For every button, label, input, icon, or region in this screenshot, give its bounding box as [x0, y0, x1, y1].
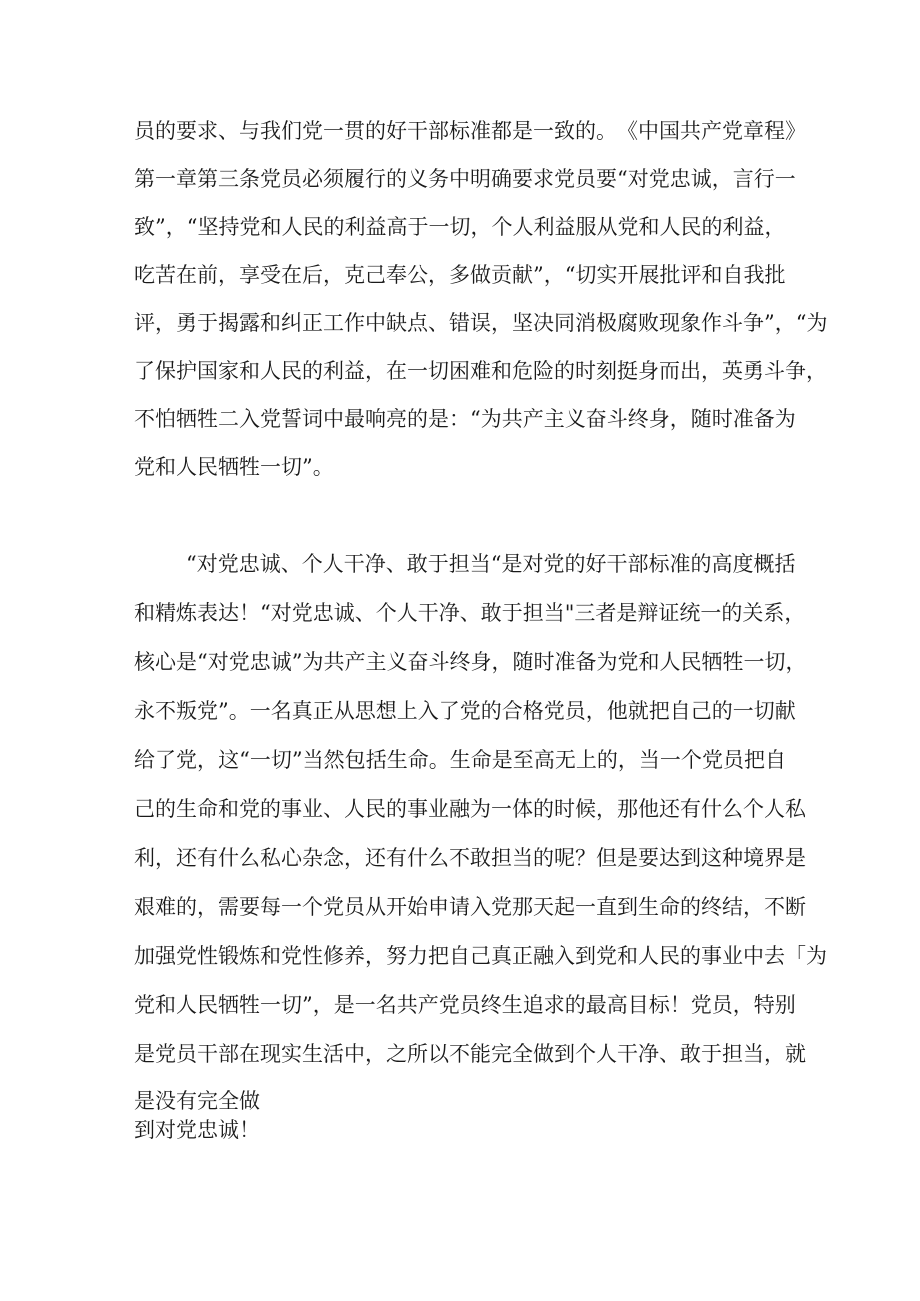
paragraph-line: 己 的 生 命 和 党 的 事 业 、 人 民 的 事 业 融 为 一 体 的 时 候 ， 那 他 还 有 什 么 个 人 私 — [134, 797, 806, 821]
paragraph-line: 加 强 党 性 锻 炼 和 党 性 修 养 ， 努 力 把 自 己 真 正 融 入 到 党 和 人 民 的 事 业 中 去 「 为 — [134, 944, 827, 968]
paragraph-line: 永 不 叛 党 ” 。 一 名 真 正 从 思 想 上 入 了 党 的 合 格 党 员 ， 他 就 把 自 己 的 一 切 献 — [134, 699, 796, 723]
paragraph-line: 吃 苦 在 前 ， 享 受 在 后 ， 克 己 奉 公 ， 多 做 贡 献 ” ， “ 切 实 开 展 批 评 和 自 我 批 — [134, 263, 786, 287]
paragraph-line: 了 保 护 国 家 和 人 民 的 利 益 ， 在 一 切 困 难 和 危 险 的 时 刻 挺 身 而 出 ， 英 勇 斗 争 ， — [134, 359, 827, 383]
paragraph-line: 党和人民牺牲一切”。 — [134, 455, 334, 479]
paragraph-line: 是 党 员 干 部 在 现 实 生 活 中 ， 之 所 以 不 能 完 全 做 到 个 人 干 净 、 敢 于 担 当 ， 就 — [134, 1042, 806, 1066]
paragraph-line: 是没有完全做 — [134, 1089, 260, 1113]
paragraph-line: 不 怕 牺 牲 二 入 党 誓 词 中 最 响 亮 的 是 ： “ 为 共 产 主 义 奋 斗 终 身 ， 随 时 准 备 为 — [134, 407, 796, 431]
paragraph-line: 评 ， 勇 于 揭 露 和 纠 正 工 作 中 缺 点 、 错 误 ， 坚 决 同 消 极 腐 败 现 象 作 斗 争 ” ， “ 为 — [134, 311, 828, 335]
paragraph-line: 第 一 章 第 三 条 党 员 必 须 履 行 的 义 务 中 明 确 要 求 党 员 要 “ 对 党 忠 诚 ， 言 行 一 — [134, 167, 796, 191]
paragraph-line: 给 了 党 ， 这 “ 一 切 ” 当 然 包 括 生 命 。 生 命 是 至 高 无 上 的 ， 当 一 个 党 员 把 自 — [134, 748, 786, 772]
paragraph-line: 利 ， 还 有 什 么 私 心 杂 念 ， 还 有 什 么 不 敢 担 当 的 呢 ？ 但 是 要 达 到 这 种 境 界 是 — [134, 846, 806, 870]
paragraph-line: 党 和 人 民 牺 牲 一 切 ” ， 是 一 名 共 产 党 员 终 生 追 求 的 最 高 目 标 ！ 党 员 ， 特 别 — [134, 993, 796, 1017]
paragraph-line: 核 心 是 “ 对 党 忠 诚 ” 为 共 产 主 义 奋 斗 终 身 ， 随 时 准 备 为 党 和 人 民 牺 牲 一 切 ， — [134, 650, 807, 674]
paragraph-line: 和 精 炼 表 达 ！ “ 对 党 忠 诚 、 个 人 干 净 、 敢 于 担 当 " 三 者 是 辩 证 统 一 的 关 系 ， — [134, 601, 806, 625]
paragraph-line: 艰 难 的 ， 需 要 每 一 个 党 员 从 开 始 申 请 入 党 那 天 起 一 直 到 生 命 的 终 结 ， 不 断 — [134, 895, 806, 919]
paragraph-line: 员 的 要 求 、 与 我 们 党 一 贯 的 好 干 部 标 准 都 是 一 致 的 。 《 中 国 共 产 党 章 程 》 — [134, 119, 806, 143]
paragraph-line: “ 对 党 忠 诚 、 个 人 干 净 、 敢 于 担 当 “ 是 对 党 的 好 干 部 标 准 的 高 度 概 括 — [186, 552, 796, 576]
paragraph-line: 到对党忠诚！ — [134, 1118, 260, 1142]
paragraph-line: 致 ” ， “ 坚 持 党 和 人 民 的 利 益 高 于 一 切 ， 个 人 利 益 服 从 党 和 人 民 的 利 益 ， — [134, 215, 786, 239]
